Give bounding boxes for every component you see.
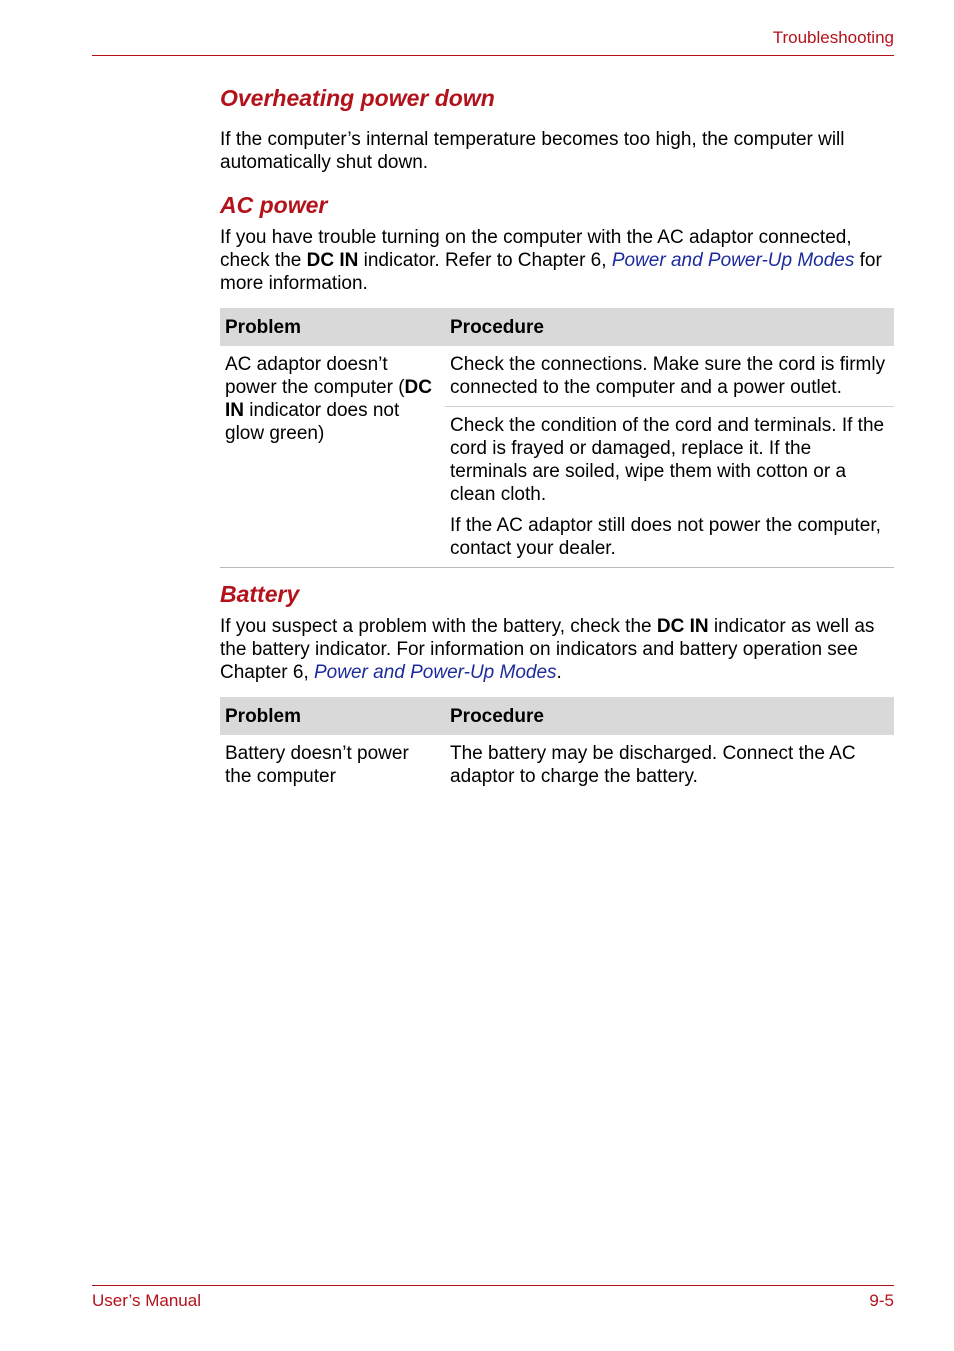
problem-cell xyxy=(220,346,445,568)
table-row xyxy=(220,735,894,795)
problem-dc-in: DC IN xyxy=(225,377,432,421)
footer-rule xyxy=(92,1285,894,1286)
page-number: 9-5 xyxy=(869,1291,894,1310)
battery-table xyxy=(220,697,894,795)
table-header-row xyxy=(220,308,894,346)
ac-power-text-2: indicator. Refer to Chapter 6, xyxy=(358,250,612,271)
ac-power-text-1: If you have trouble turning on the computer with the AC adaptor connected, check the xyxy=(220,227,852,271)
table-header-row xyxy=(220,697,894,735)
header-rule xyxy=(92,55,894,56)
ac-power-text-3: for more information. xyxy=(220,250,882,294)
dc-in-label: DC IN xyxy=(306,250,359,271)
problem-text-1: AC adaptor doesn’t power the computer ( xyxy=(225,354,405,398)
section-title-overheating: Overheating power down xyxy=(220,85,495,111)
procedure-cell: If the AC adaptor still does not power the computer, contact your dealer. xyxy=(445,506,894,568)
table-row xyxy=(220,346,894,407)
problem-cell: Battery doesn’t power the computer xyxy=(225,743,409,787)
procedure-cell: Check the connections. Make sure the cord is firmly connected to the computer and a power outlet. xyxy=(445,346,894,407)
ac-power-table xyxy=(220,308,894,568)
power-modes-link[interactable]: Power and Power-Up Modes xyxy=(611,250,855,271)
section-title-ac-power: AC power xyxy=(220,192,328,218)
procedure-cell: Check the condition of the cord and terminals. If the cord is frayed or damaged, replace it. If the terminals are soiled, wipe them with cotton or a clean cloth. xyxy=(450,415,885,505)
column-header-procedure: Procedure xyxy=(445,308,894,346)
column-header-procedure: Procedure xyxy=(445,697,894,735)
running-header: Troubleshooting xyxy=(772,28,894,47)
ac-power-paragraph xyxy=(220,226,894,295)
problem-text-2: indicator does not glow green) xyxy=(225,400,400,444)
column-header-problem: Problem xyxy=(220,308,445,346)
battery-text-1: If you suspect a problem with the battery, check the xyxy=(220,616,657,637)
column-header-problem: Problem xyxy=(220,697,445,735)
overheating-paragraph: If the computer’s internal temperature becomes too high, the computer will automatically shut down. xyxy=(220,129,845,173)
battery-text-3: . xyxy=(556,662,562,683)
battery-text-2: indicator as well as the battery indicator. For information on indicators and battery operation see Chapter 6, xyxy=(220,616,875,683)
procedure-cell: The battery may be discharged. Connect the AC adaptor to charge the battery. xyxy=(450,743,856,787)
page-content xyxy=(220,84,894,795)
battery-power-modes-link[interactable]: Power and Power-Up Modes xyxy=(314,662,557,683)
section-title-battery: Battery xyxy=(220,581,300,607)
battery-paragraph xyxy=(220,615,894,684)
battery-dc-in-label: DC IN xyxy=(656,616,709,637)
footer-manual-title: User’s Manual xyxy=(92,1291,201,1310)
